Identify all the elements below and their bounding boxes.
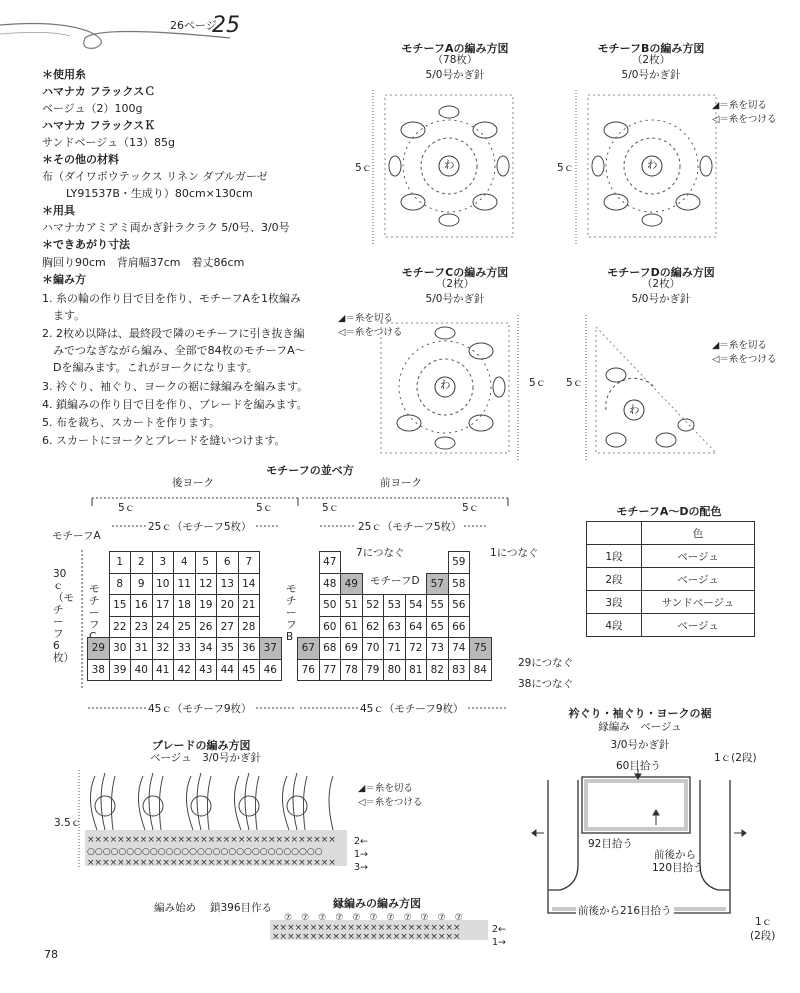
- motif-cell: 43: [195, 659, 217, 681]
- motif-cell: 60: [319, 616, 341, 638]
- color-table-header: 色: [642, 522, 755, 545]
- yarn2-name: ハマナカ フラックスＫ: [42, 119, 156, 132]
- motif-d-center: わ: [629, 404, 640, 416]
- motif-cell: 26: [195, 616, 217, 638]
- grid-spacer: [362, 573, 384, 595]
- motif-cell: 21: [238, 595, 260, 617]
- motif-cell: 31: [131, 638, 153, 660]
- motif-cell: 8: [109, 573, 131, 595]
- motif-cell: 38: [88, 659, 110, 681]
- svg-text:××××××××××××××××××××××××××××××: ×××××××××××××××××××××××××××××××××: [87, 835, 336, 845]
- svg-text:×××××××××××××××××××××××××: ×××××××××××××××××××××××××: [272, 932, 461, 942]
- motif-cell: 54: [405, 595, 427, 617]
- braid-subtitle: ベージュ 3/0号かぎ針: [150, 752, 261, 764]
- braid-height: 3.5ｃ: [54, 817, 82, 829]
- method-step: みでつなぎながら編み、全部で84枚のモチーフA～: [42, 344, 306, 357]
- grid-spacer: [298, 573, 320, 595]
- motif-cell-d: 57: [427, 573, 449, 595]
- join-to-38: 38につなぐ: [518, 678, 574, 690]
- motif-b-hook: 5/0号かぎ針: [621, 69, 681, 81]
- method-step: 2. 2枚め以降は、最終段で隣のモチーフに引き抜き編: [42, 327, 305, 340]
- height-dim-30: 30ｃ（モチーフ6枚）: [53, 568, 74, 664]
- motif-cell: 68: [319, 638, 341, 660]
- grid-spacer: [470, 573, 492, 595]
- edging-hook: 3/0号かぎ針: [610, 739, 670, 751]
- grid-spacer: [470, 552, 492, 574]
- method-heading: ＊編み方: [42, 273, 86, 286]
- size-line: 胸回り90cm 背肩幅37cm 着丈86cm: [42, 256, 245, 269]
- method-step: 6. スカートにヨークとブレードを縫いつけます。: [42, 434, 286, 447]
- motif-cell: 18: [174, 595, 196, 617]
- layout-title: モチーフの並べ方: [266, 464, 354, 477]
- motif-cell: 32: [152, 638, 174, 660]
- motif-cell: 6: [217, 552, 239, 574]
- motif-cell: 53: [384, 595, 406, 617]
- motif-cell: 52: [362, 595, 384, 617]
- braid-legend-attach: ◁＝糸をつける: [358, 797, 423, 808]
- color-table-title: モチーフA～Dの配色: [616, 505, 722, 518]
- method-step: Dを編みます。これがヨークになります。: [42, 361, 258, 374]
- color-row-label: 2段: [587, 568, 642, 591]
- color-row-value: ベージュ: [642, 614, 755, 637]
- grid-spacer: [88, 573, 110, 595]
- motif-b-size: 5ｃ: [557, 162, 575, 174]
- motif-cell: 58: [448, 573, 470, 595]
- page-reference: 26ページ: [170, 19, 217, 32]
- motif-d-grid-label: モチーフD: [370, 575, 420, 587]
- motif-cell: 51: [341, 595, 363, 617]
- motif-cell: 4: [174, 552, 196, 574]
- motif-cell: 40: [131, 659, 153, 681]
- grid-spacer: [384, 552, 406, 574]
- motif-cell: 14: [238, 573, 260, 595]
- method-step: ます。: [42, 309, 86, 322]
- motif-cell: 20: [217, 595, 239, 617]
- pick-120-line1: 前後から: [654, 849, 696, 861]
- back-yoke-label: 後ヨーク: [172, 477, 214, 489]
- edging-row-1: 1→: [492, 937, 507, 948]
- motif-cell: 46: [260, 659, 282, 681]
- tools-line: ハマナカアミアミ両かぎ針ラクラク 5/0号、3/0号: [42, 221, 290, 234]
- motif-cell: 45: [238, 659, 260, 681]
- motif-cell: 61: [341, 616, 363, 638]
- pick-92: 92目拾う: [588, 838, 633, 850]
- motif-cell: 84: [470, 659, 492, 681]
- motif-cell: 59: [448, 552, 470, 574]
- grid-spacer: [427, 552, 449, 574]
- front-dim-5c-right: 5ｃ: [462, 502, 480, 514]
- back-dim-5c-left: 5ｃ: [118, 502, 136, 514]
- motif-cell: 10: [152, 573, 174, 595]
- cut-yarn-icon: ◢: [712, 100, 720, 111]
- motif-cell-d: 49: [341, 573, 363, 595]
- motif-cell-c: 67: [298, 638, 320, 660]
- motif-c-legend-attach: ◁＝糸をつける: [338, 327, 403, 338]
- front-dim-25: 25ｃ（モチーフ5枚）: [358, 521, 462, 533]
- color-row-label: 3段: [587, 591, 642, 614]
- motif-cell: 78: [341, 659, 363, 681]
- pick-216: 前後から216目拾う: [578, 905, 672, 917]
- motif-cell: 2: [131, 552, 153, 574]
- motif-cell: 17: [152, 595, 174, 617]
- grid-spacer: [298, 616, 320, 638]
- yarn1-detail: ベージュ（2）100g: [42, 102, 143, 115]
- motif-cell: 66: [448, 616, 470, 638]
- motif-cell: 83: [448, 659, 470, 681]
- other-materials-line1: 布（ダイワボウテックス リネン ダブルガーゼ: [42, 170, 268, 183]
- method-step: 1. 糸の輪の作り目で目を作り、モチーフAを1枚編み: [42, 292, 301, 305]
- motif-b-legend-attach: ◁＝糸をつける: [712, 114, 777, 125]
- attach-yarn-icon: ◁: [712, 354, 720, 365]
- motif-b-legend-cut: ◢＝糸を切る: [712, 100, 767, 111]
- motif-cell: 65: [427, 616, 449, 638]
- motif-d-title: モチーフDの編み方図: [607, 266, 715, 279]
- grid-spacer: [341, 552, 363, 574]
- yoke-schematic: [530, 765, 750, 925]
- motif-cell: 73: [427, 638, 449, 660]
- braid-title: ブレードの編み方図: [152, 739, 251, 752]
- motif-d-hook: 5/0号かぎ針: [631, 293, 691, 305]
- cut-yarn-icon: ◢: [358, 783, 366, 794]
- motif-b-center: わ: [647, 159, 658, 171]
- grid-spacer: [362, 552, 384, 574]
- color-row-label: 4段: [587, 614, 642, 637]
- motif-cell: 50: [319, 595, 341, 617]
- front-yoke-label: 前ヨーク: [380, 477, 422, 489]
- motif-cell: 77: [319, 659, 341, 681]
- motif-cell: 3: [152, 552, 174, 574]
- dim-1c-bottom-rows: (2段): [750, 930, 776, 942]
- motif-cell: 39: [109, 659, 131, 681]
- front-dim-45: 45ｃ（モチーフ9枚）: [360, 703, 464, 715]
- yarn-heading: ＊使用糸: [42, 68, 86, 81]
- grid-spacer: [470, 616, 492, 638]
- cut-yarn-icon: ◢: [712, 340, 720, 351]
- motif-cell: 27: [217, 616, 239, 638]
- braid-legend-cut: ◢＝糸を切る: [358, 783, 413, 794]
- motif-cell: 81: [405, 659, 427, 681]
- motif-cell: 12: [195, 573, 217, 595]
- edging-title: 衿ぐり・袖ぐり・ヨークの裾: [568, 707, 712, 720]
- motif-d-size: 5ｃ: [566, 377, 584, 389]
- color-table: [586, 521, 755, 637]
- motif-cell: 41: [152, 659, 174, 681]
- motif-a-size: 5ｃ: [355, 162, 373, 174]
- motif-c-hook: 5/0号かぎ針: [425, 293, 485, 305]
- dim-1c-top: 1ｃ(2段): [714, 752, 757, 764]
- back-dim-5c-right: 5ｃ: [256, 502, 274, 514]
- motif-cell: 22: [109, 616, 131, 638]
- braid-chain: 鎖396目作る: [210, 902, 273, 914]
- braid-row-3: 3→: [354, 862, 369, 873]
- back-dim-45: 45ｃ（モチーフ9枚）: [148, 703, 252, 715]
- dim-1c-bottom: 1ｃ: [755, 916, 773, 928]
- join-to-7: 7につなぐ: [356, 547, 405, 559]
- grid-spacer: [260, 552, 282, 574]
- motif-cell: 70: [362, 638, 384, 660]
- grid-spacer: [298, 595, 320, 617]
- motif-c-title: モチーフCの編み方図: [401, 266, 509, 279]
- motif-cell: 56: [448, 595, 470, 617]
- color-row-label: 1段: [587, 545, 642, 568]
- color-row-value: サンドベージュ: [642, 591, 755, 614]
- motif-cell: 36: [238, 638, 260, 660]
- method-step: 4. 鎖編みの作り目で目を作り、ブレードを編みます。: [42, 398, 308, 411]
- motif-cell: 16: [131, 595, 153, 617]
- size-heading: ＊できあがり寸法: [42, 238, 130, 251]
- motif-cell: 5: [195, 552, 217, 574]
- motif-cell: 64: [405, 616, 427, 638]
- svg-text:×××××××××××××××××××××××××: ×××××××××××××××××××××××××: [272, 923, 461, 933]
- motif-cell: 55: [427, 595, 449, 617]
- braid-row-2: 2←: [354, 836, 369, 847]
- svg-text:××××××××××××××××××××××××××××××: ×××××××××××××××××××××××××××××××××: [87, 858, 336, 868]
- attach-yarn-icon: ◁: [712, 114, 720, 125]
- other-materials-line2: LY91537B・生成り）80cm×130cm: [66, 187, 253, 200]
- front-dim-5c-left: 5ｃ: [322, 502, 340, 514]
- motif-c-center: わ: [440, 379, 451, 391]
- braid-diagram: [75, 768, 355, 878]
- braid-row-1: 1→: [354, 849, 369, 860]
- motif-cell: 24: [152, 616, 174, 638]
- motif-cell: 80: [384, 659, 406, 681]
- motif-d-legend-cut: ◢＝糸を切る: [712, 340, 767, 351]
- grid-spacer: [260, 595, 282, 617]
- edging-chart-title: 縁編みの編み方図: [333, 897, 421, 910]
- yarn1-name: ハマナカ フラックスＣ: [42, 85, 156, 98]
- color-row-value: ベージュ: [642, 545, 755, 568]
- grid-spacer: [88, 616, 110, 638]
- edging-row-2: 2←: [492, 924, 507, 935]
- color-table-corner: [587, 522, 642, 545]
- attach-yarn-icon: ◁: [358, 797, 366, 808]
- grid-spacer: [298, 552, 320, 574]
- motif-a-title: モチーフAの編み方図: [401, 42, 509, 55]
- motif-cell: 1: [109, 552, 131, 574]
- motif-cell: 72: [405, 638, 427, 660]
- motif-cell: 62: [362, 616, 384, 638]
- join-to-29: 29につなぐ: [518, 657, 574, 669]
- motif-d-diagram: [586, 315, 726, 460]
- project-number: 25: [212, 13, 240, 38]
- back-dim-25: 25ｃ（モチーフ5枚）: [148, 521, 252, 533]
- motif-cell: 76: [298, 659, 320, 681]
- motif-cell: 35: [217, 638, 239, 660]
- motif-cell: 15: [109, 595, 131, 617]
- back-yoke-grid: [87, 551, 282, 681]
- join-to-1: 1につなぐ: [490, 547, 539, 559]
- motif-cell: 42: [174, 659, 196, 681]
- motif-cell: 79: [362, 659, 384, 681]
- front-yoke-grid: [297, 551, 492, 681]
- method-step: 5. 布を裁ち、スカートを作ります。: [42, 416, 221, 429]
- motif-c-size: 5ｃ: [529, 377, 547, 389]
- grid-spacer: [384, 573, 406, 595]
- pick-120-line2: 120目拾う: [652, 862, 704, 874]
- motif-c-legend-cut: ◢＝糸を切る: [338, 313, 393, 324]
- motif-cell-b: 37: [260, 638, 282, 660]
- grid-spacer: [405, 573, 427, 595]
- grid-spacer: [260, 573, 282, 595]
- motif-a-count: （78枚）: [432, 54, 478, 66]
- motif-cell: 69: [341, 638, 363, 660]
- motif-cell: 19: [195, 595, 217, 617]
- page-number: 78: [44, 948, 58, 961]
- motif-cell: 34: [195, 638, 217, 660]
- grid-spacer: [88, 552, 110, 574]
- motif-cell: 28: [238, 616, 260, 638]
- motif-c-grid-label: モチーフ: [89, 583, 100, 631]
- edging-chart: [270, 910, 490, 944]
- motif-cell: 11: [174, 573, 196, 595]
- motif-a-hook: 5/0号かぎ針: [425, 69, 485, 81]
- motif-cell-c: 29: [88, 638, 110, 660]
- cut-yarn-icon: ◢: [338, 313, 346, 324]
- motif-cell: 44: [217, 659, 239, 681]
- svg-text:⑦ ⑦ ⑦ ⑦ ⑦ ⑦ ⑦ ⑦ ⑦ ⑦ ⑦: ⑦ ⑦ ⑦ ⑦ ⑦ ⑦ ⑦ ⑦ ⑦ ⑦ ⑦: [284, 913, 463, 923]
- method-step: 3. 衿ぐり、袖ぐり、ヨークの裾に縁編みを編みます。: [42, 380, 309, 393]
- svg-text:○○○○○○○○○○○○○○○○○○○○○○○○○○○○○○: ○○○○○○○○○○○○○○○○○○○○○○○○○○○○○○: [87, 847, 323, 857]
- motif-cell: 47: [319, 552, 341, 574]
- motif-cell: 82: [427, 659, 449, 681]
- tools-heading: ＊用具: [42, 204, 75, 217]
- motif-d-count: （2枚）: [641, 278, 681, 290]
- motif-c-count: （2枚）: [435, 278, 475, 290]
- grid-spacer: [88, 595, 110, 617]
- motif-cell: 7: [238, 552, 260, 574]
- motif-cell: 71: [384, 638, 406, 660]
- braid-start: 編み始め: [154, 902, 196, 914]
- other-materials-heading: ＊その他の材料: [42, 153, 119, 166]
- motif-cell: 48: [319, 573, 341, 595]
- motif-cell: 74: [448, 638, 470, 660]
- motif-d-legend-attach: ◁＝糸をつける: [712, 354, 777, 365]
- motif-cell-b: 75: [470, 638, 492, 660]
- motif-a-grid-label: モチーフA: [52, 530, 101, 542]
- motif-cell: 33: [174, 638, 196, 660]
- edging-subtitle: 縁編み ベージュ: [598, 721, 682, 733]
- attach-yarn-icon: ◁: [338, 327, 346, 338]
- motif-cell: 23: [131, 616, 153, 638]
- color-row-value: ベージュ: [642, 568, 755, 591]
- yarn2-detail: サンドベージュ（13）85g: [42, 136, 175, 149]
- pick-60: 60目拾う: [616, 760, 661, 772]
- grid-spacer: [405, 552, 427, 574]
- motif-b-grid-label: モチーフB: [286, 583, 297, 643]
- motif-cell: 25: [174, 616, 196, 638]
- grid-spacer: [470, 595, 492, 617]
- motif-cell: 13: [217, 573, 239, 595]
- motif-cell: 9: [131, 573, 153, 595]
- motif-cell: 30: [109, 638, 131, 660]
- motif-cell: 63: [384, 616, 406, 638]
- motif-b-title: モチーフBの編み方図: [597, 42, 705, 55]
- grid-spacer: [260, 616, 282, 638]
- motif-b-count: （2枚）: [631, 54, 671, 66]
- motif-a-center: わ: [444, 159, 455, 171]
